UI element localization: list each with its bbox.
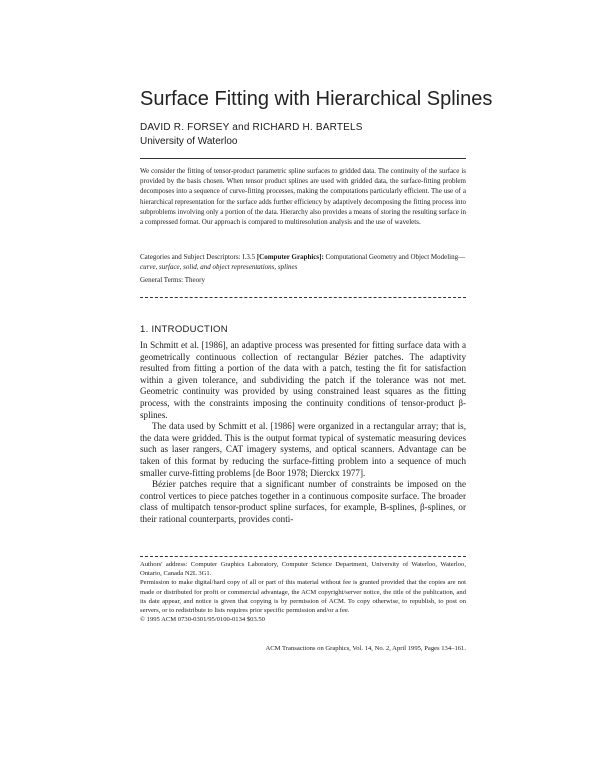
abstract-top-rule — [140, 158, 466, 159]
body-paragraph-1: In Schmitt et al. [1986], an adaptive process was presented for fitting surface data with a geometrically continuous collection of rectangular Bézier patches. The adaptivity resulted from fitting a portion of the data with a patch, testing the fit for satisfaction within a given tolerance, and subdividing the patch if the tolerance was not met. Geometric continuity was provided by using constrained least squares as the fitting process, with the constraints imposing the continuity conditions of tensor-product β-splines. — [140, 340, 466, 420]
footnote-address: Authors' address: Computer Graphics Laboratory, Computer Science Department, University of Waterloo, Waterloo, Ontario, Canada N2L 3G1. — [140, 561, 466, 578]
categories-bold: [Computer Graphics]: — [256, 253, 324, 261]
introduction-body — [140, 340, 466, 526]
general-terms: General Terms: Theory — [140, 276, 205, 284]
author-affiliation: University of Waterloo — [140, 136, 238, 147]
body-paragraph-2: The data used by Schmitt et al. [1986] were organized in a rectangular array; that is, the data were gridded. This is the output format typical of systematic measuring devices such as laser rangers, CAT imagery systems, and optical scanners. Advantage can be taken of this format by reducing the surface-fitting problem into a sequence of much smaller curve-fitting problems [de Boor 1978; Dierckx 1977]. — [140, 421, 466, 478]
categories-label: Categories and Subject Descriptors: I.3.5 — [140, 253, 256, 261]
body-paragraph-3: Bézier patches require that a significant number of constraints be imposed on the control vertices to piece patches together in a continuous composite surface. The broader class of multipatch tensor-product spline surfaces, for example, B-splines, β-splines, or their rational counterparts, provides conti- — [140, 479, 466, 524]
abstract-bottom-rule — [140, 297, 466, 298]
footnote-rule — [140, 556, 466, 557]
paper-authors: DAVID R. FORSEY and RICHARD H. BARTELS — [140, 122, 363, 133]
categories-italic: curve, surface, solid, and object representations, splines — [140, 263, 298, 271]
footnote-copyright: © 1995 ACM 0730-0301/95/0100-0134 $03.50 — [140, 616, 265, 624]
footnotes — [140, 560, 466, 624]
abstract-text: We consider the fitting of tensor-product parametric spline surfaces to gridded data. The continuity of the surface is provided by the basis chosen. When tensor product splines are used with gridded data, the surface-fitting problem decomposes into a sequence of curve-fitting processes, making the computations particularly efficient. The use of a hierarchical representation for the surface adds further efficiency by adaptively decomposing the fitting process into subproblems involving only a portion of the data. Hierarchy also provides a means of storing the resulting surface in a compressed format. Our approach is compared to multiresolution analysis and the use of wavelets. — [140, 167, 467, 227]
footnote-permission: Permission to make digital/hard copy of all or part of this material without fee is granted provided that the copies are not made or distributed for profit or commercial advantage, the ACM copyright/server notice, the title of the publication, and its date appear, and notice is given that copying is by permission of ACM. To copy otherwise, to republish, to post on servers, or to redistribute to lists requires prior specific permission and/or a fee. — [140, 579, 466, 615]
paper-title: Surface Fitting with Hierarchical Splines — [140, 88, 493, 110]
subject-descriptors — [140, 252, 466, 272]
categories-text: Computational Geometry and Object Modeling— — [325, 253, 466, 261]
running-footer: ACM Transactions on Graphics, Vol. 14, No. 2, April 1995, Pages 134–161. — [265, 645, 466, 652]
section-heading-introduction: 1. INTRODUCTION — [140, 324, 228, 335]
